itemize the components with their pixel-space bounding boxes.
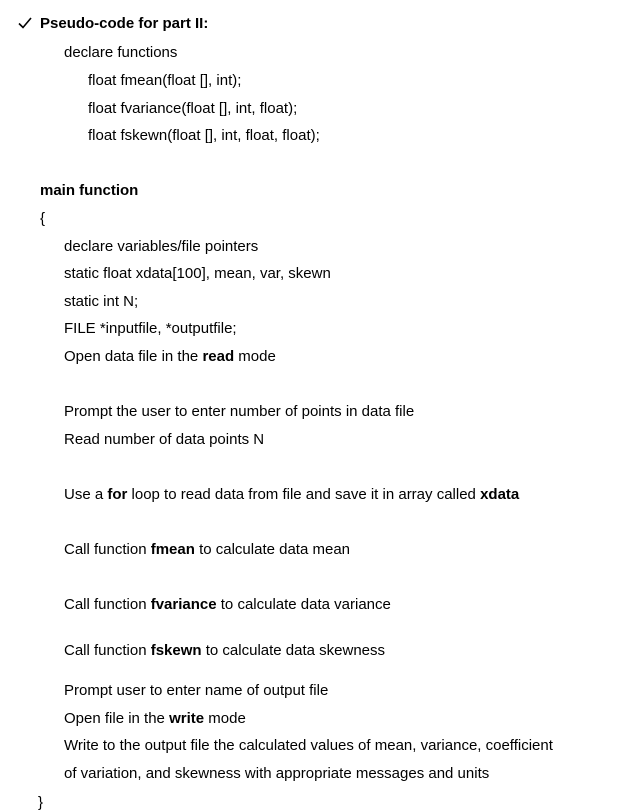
write-output-line-2: of variation, and skewness with appropriate messages and units bbox=[64, 765, 490, 782]
file-pointers-line: FILE *inputfile, *outputfile; bbox=[64, 320, 237, 337]
call-fmean-post: to calculate data mean bbox=[194, 541, 351, 558]
static-int-line: static int N; bbox=[64, 293, 139, 310]
fmean-keyword: fmean bbox=[150, 541, 195, 558]
function-prototype-fmean: float fmean(float [], int); bbox=[88, 72, 242, 89]
close-brace-partial bbox=[38, 794, 46, 811]
call-fmean-line bbox=[64, 541, 350, 559]
close-brace: } bbox=[38, 794, 44, 811]
open-data-text: Open data file in the bbox=[64, 348, 203, 365]
call-fmean-pre: Call function bbox=[64, 541, 151, 558]
read-keyword: read bbox=[202, 348, 235, 365]
write-keyword: write bbox=[169, 710, 205, 727]
call-fskewn-line bbox=[64, 642, 385, 660]
mode-text: mode bbox=[234, 348, 276, 365]
static-float-line: static float xdata[100], mean, var, skewn bbox=[64, 265, 331, 282]
write-output-line-1: Write to the output file the calculated values of mean, variance, coefficient bbox=[64, 737, 553, 754]
section-heading: Pseudo-code for part II: bbox=[40, 15, 209, 32]
for-loop-pre: Use a bbox=[64, 486, 108, 503]
call-fskewn-post: to calculate data skewness bbox=[201, 642, 386, 659]
open-write-line bbox=[64, 710, 246, 728]
call-fskewn-pre: Call function bbox=[64, 642, 151, 659]
call-fvariance-post: to calculate data variance bbox=[216, 596, 391, 613]
for-loop-mid: loop to read data from file and save it in array called bbox=[127, 486, 481, 503]
prompt-output-line: Prompt user to enter name of output file bbox=[64, 682, 329, 699]
open-write-post: mode bbox=[204, 710, 246, 727]
for-loop-line bbox=[64, 486, 519, 504]
open-data-file-line bbox=[64, 348, 276, 366]
fskewn-keyword: fskewn bbox=[150, 642, 202, 659]
function-prototype-fskewn: float fskewn(float [], int, float, float); bbox=[88, 127, 320, 144]
fvariance-keyword: fvariance bbox=[150, 596, 217, 613]
call-fvariance-pre: Call function bbox=[64, 596, 151, 613]
declare-functions-label: declare functions bbox=[64, 44, 178, 61]
prompt-points-line: Prompt the user to enter number of points in data file bbox=[64, 403, 415, 420]
function-prototype-fvariance: float fvariance(float [], int, float); bbox=[88, 100, 298, 117]
main-function-label: main function bbox=[40, 182, 139, 199]
xdata-keyword: xdata bbox=[480, 486, 520, 503]
checkmark-icon bbox=[17, 15, 33, 31]
call-fvariance-line bbox=[64, 596, 391, 614]
for-keyword: for bbox=[107, 486, 128, 503]
open-write-pre: Open file in the bbox=[64, 710, 170, 727]
open-brace: { bbox=[40, 210, 46, 227]
read-n-line: Read number of data points N bbox=[64, 431, 265, 448]
declare-variables-line: declare variables/file pointers bbox=[64, 238, 259, 255]
